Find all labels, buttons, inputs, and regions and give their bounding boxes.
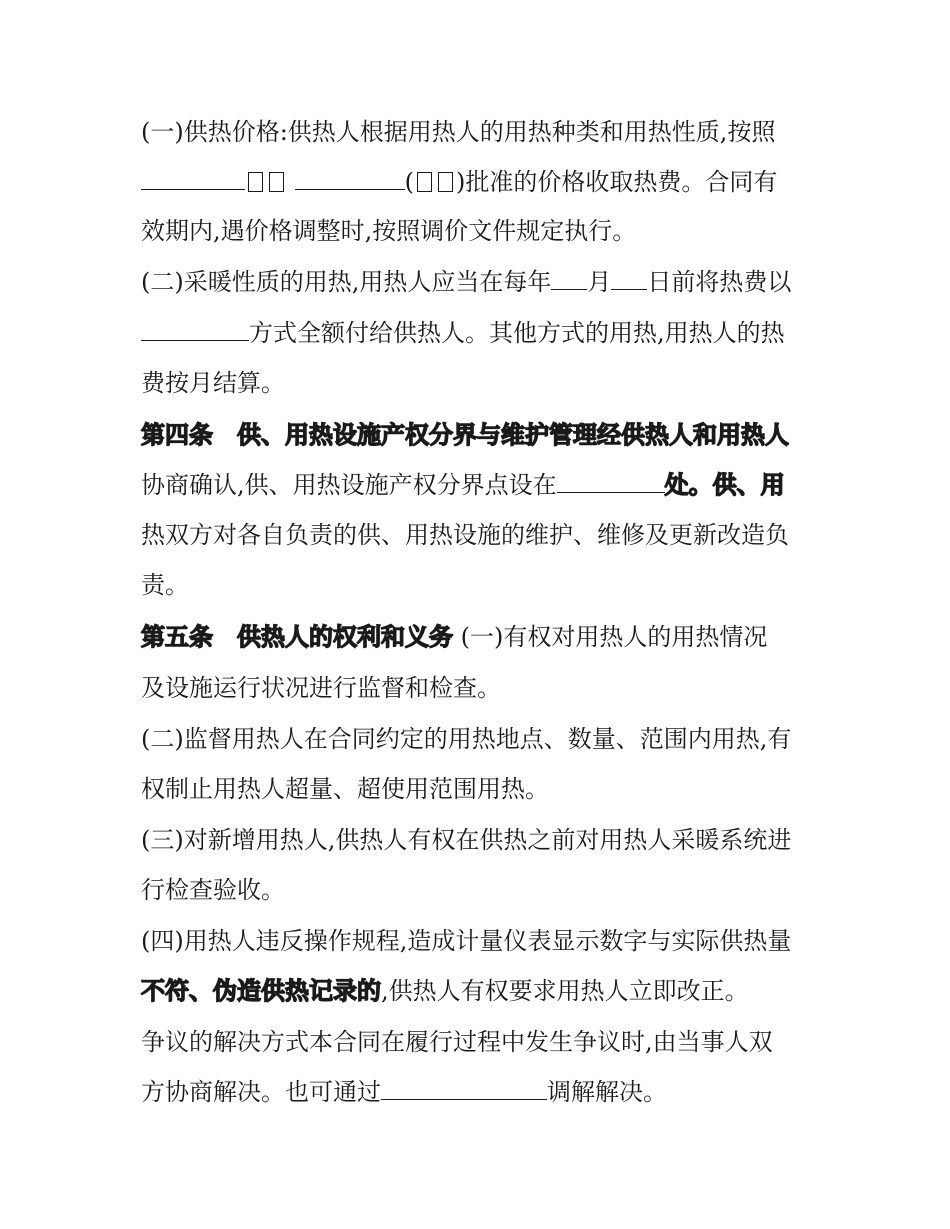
- article-heading: 第五条 供热人的权利和义务: [141, 623, 453, 651]
- text-line: [141, 267, 791, 297]
- text: (四)用热人违反操作规程,造成计量仪表显示数字与实际供热量: [141, 927, 792, 955]
- text: 月: [587, 268, 612, 296]
- text-line: [141, 117, 775, 147]
- text: 行检查验收。: [141, 876, 285, 904]
- text-line: [141, 622, 767, 652]
- text-line: [141, 520, 789, 550]
- text: 方式全额付给供热人。其他方式的用热,用热人的热: [249, 319, 785, 347]
- placeholder-box: [269, 172, 284, 192]
- text: (一)有权对用热人的用热情况: [453, 623, 768, 651]
- text-line: [141, 470, 785, 500]
- text: 争议的解决方式本合同在履行过程中发生争议时,由当事人双: [141, 1028, 773, 1056]
- text: 协商确认,供、用热设施产权分界点设在: [141, 471, 557, 499]
- placeholder-box: [248, 172, 263, 192]
- text: 热双方对各自负责的供、用热设施的维护、维修及更新改造负: [141, 521, 789, 549]
- text-line: [141, 724, 791, 754]
- text-line: [141, 216, 636, 246]
- text-line: [141, 570, 189, 600]
- text-outline: 不符、伪造供热记录的: [141, 977, 381, 1005]
- placeholder-box: [438, 172, 453, 192]
- blank-field[interactable]: [551, 267, 587, 290]
- text-line: [141, 926, 791, 956]
- blank-field[interactable]: [381, 1077, 547, 1100]
- text: (: [404, 168, 415, 196]
- text: ,供热人有权要求用热人立即改正。: [381, 977, 749, 1005]
- text-line: [141, 1077, 667, 1107]
- text: 方协商解决。也可通过: [141, 1078, 381, 1106]
- text-line: [141, 368, 285, 398]
- text: (二)采暖性质的用热,用热人应当在每年: [141, 268, 552, 296]
- text-line: [141, 167, 777, 197]
- text-line: [141, 1027, 773, 1057]
- text-line: [141, 875, 285, 905]
- text: 日前将热费以: [647, 268, 792, 296]
- text: )批准的价格收取热费。合同有: [456, 168, 778, 196]
- blank-field[interactable]: [295, 167, 405, 190]
- text: 效期内,遇价格调整时,按照调价文件规定执行。: [141, 217, 637, 245]
- text: (二)监督用热人在合同约定的用热地点、数量、范围内用热,有: [141, 725, 792, 753]
- text: 责。: [141, 571, 189, 599]
- placeholder-box: [417, 172, 432, 192]
- text-line: [141, 825, 791, 855]
- text-line: [141, 318, 785, 348]
- text: 费按月结算。: [141, 369, 285, 397]
- text-line: [141, 774, 549, 804]
- text-line: [141, 420, 789, 450]
- text: 及设施运行状况进行监督和检查。: [141, 674, 501, 702]
- blank-field[interactable]: [141, 318, 249, 341]
- text: (一)供热价格:供热人根据用热人的用热种类和用热性质,按照: [141, 118, 776, 146]
- text-outline: 处。供、用: [664, 471, 785, 499]
- blank-field[interactable]: [557, 470, 665, 493]
- blank-field[interactable]: [611, 267, 647, 290]
- text-line: [141, 673, 501, 703]
- text: (三)对新增用热人,供热人有权在供热之前对用热人采暖系统进: [141, 826, 792, 854]
- text: 调解解决。: [547, 1078, 667, 1106]
- blank-field[interactable]: [141, 167, 245, 190]
- article-heading: 第四条 供、用热设施产权分界与维护管理经供热人和用热人: [141, 421, 789, 449]
- text-line: [141, 976, 749, 1006]
- text: 权制止用热人超量、超使用范围用热。: [141, 775, 549, 803]
